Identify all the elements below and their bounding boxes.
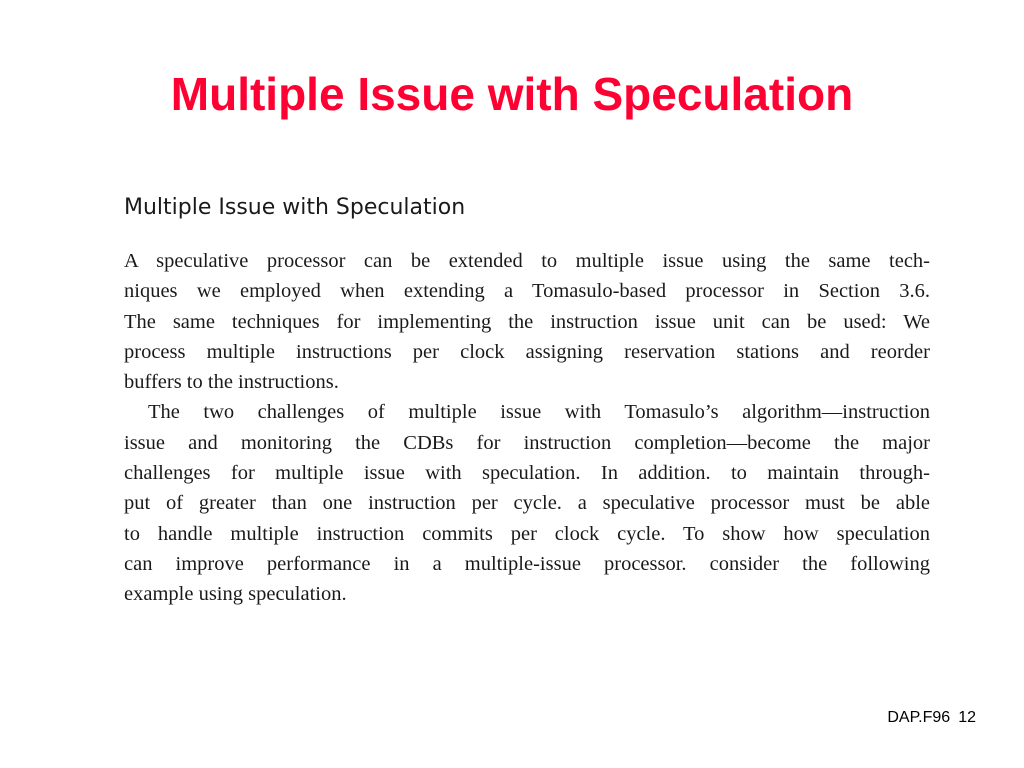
text-line: to handle multiple instruction commits per clock cycle. To show how speculation xyxy=(124,522,930,545)
paragraph-1 xyxy=(124,246,930,397)
text-line: process multiple instructions per clock assigning reservation stations and reorder xyxy=(124,340,930,363)
text-line: put of greater than one instruction per cycle. a speculative processor must be able xyxy=(124,492,930,515)
excerpt-body xyxy=(124,246,930,610)
slide-footer xyxy=(850,707,976,729)
paragraph-2 xyxy=(124,397,930,609)
course-code: DAP.F96 xyxy=(887,709,951,726)
slide-title: Multiple Issue with Speculation xyxy=(170,68,854,120)
text-line: The two challenges of multiple issue with Tomasulo’s algorithm—instruction xyxy=(148,401,930,424)
scanned-text-excerpt xyxy=(124,192,930,610)
text-line: challenges for multiple issue with speculation. In addition. to maintain through- xyxy=(124,462,930,485)
excerpt-heading: Multiple Issue with Speculation xyxy=(124,195,466,220)
page-number: 12 xyxy=(958,709,976,726)
text-line: can improve performance in a multiple-issue processor. consider the following xyxy=(124,552,930,575)
text-line: example using speculation. xyxy=(124,583,347,606)
text-line: buffers to the instructions. xyxy=(124,371,339,394)
text-line: The same techniques for implementing the instruction issue unit can be used: We xyxy=(124,310,930,333)
text-line: A speculative processor can be extended to multiple issue using the same tech- xyxy=(124,250,930,272)
text-line: niques we employed when extending a Tomasulo-based processor in Section 3.6. xyxy=(124,280,930,303)
text-line: issue and monitoring the CDBs for instruction completion—become the major xyxy=(124,431,930,454)
